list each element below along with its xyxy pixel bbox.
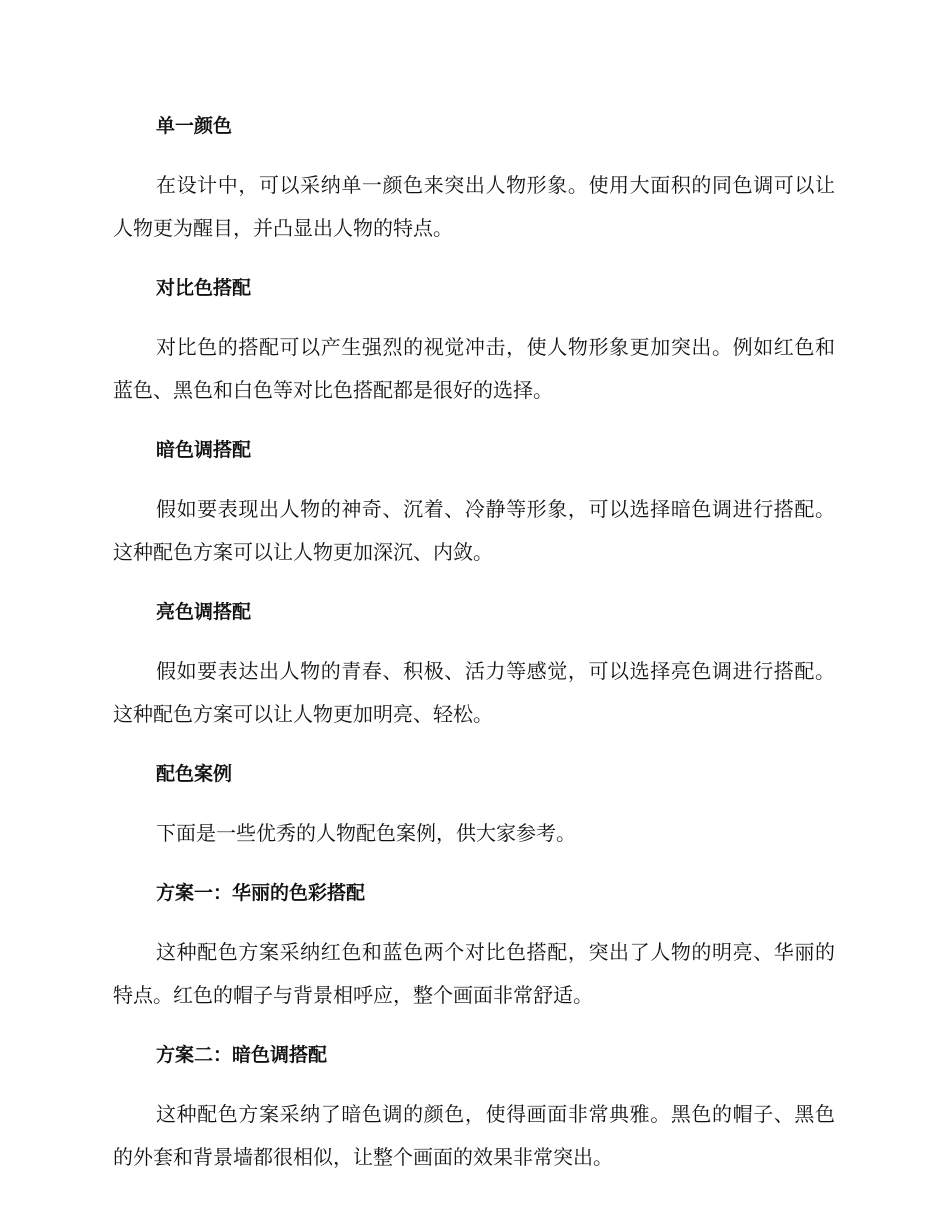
section-heading-single-color: 单一颜色 xyxy=(156,115,233,137)
section-text-plan-two: 这种配色方案采纳了暗色调的颜色，使得画面非常典雅。黑色的帽子、黑色的外套和背景墙都很相似，让整个画面的效果非常突出。 xyxy=(113,1102,835,1169)
section-heading-bright-tone: 亮色调搭配 xyxy=(156,601,252,623)
section-text-plan-one: 这种配色方案采纳红色和蓝色两个对比色搭配，突出了人物的明亮、华丽的特点。红色的帽子与背景相呼应，整个画面非常舒适。 xyxy=(113,940,835,1007)
section-heading-plan-two: 方案二：暗色调搭配 xyxy=(156,1044,328,1066)
document-page xyxy=(113,108,835,1199)
section-heading-color-cases: 配色案例 xyxy=(156,763,233,785)
section-text-bright-tone: 假如要表达出人物的青春、积极、活力等感觉，可以选择亮色调进行搭配。这种配色方案可以让人物更加明亮、轻松。 xyxy=(113,659,835,726)
section-text-single-color: 在设计中，可以采纳单一颜色来突出人物形象。使用大面积的同色调可以让人物更为醒目，并凸显出人物的特点。 xyxy=(113,173,835,240)
section-heading-dark-tone: 暗色调搭配 xyxy=(156,439,252,461)
section-text-dark-tone: 假如要表现出人物的神奇、沉着、冷静等形象，可以选择暗色调进行搭配。这种配色方案可以让人物更加深沉、内敛。 xyxy=(113,497,835,564)
section-heading-plan-one: 方案一：华丽的色彩搭配 xyxy=(156,882,366,904)
section-heading-contrast: 对比色搭配 xyxy=(156,277,252,299)
section-text-contrast: 对比色的搭配可以产生强烈的视觉冲击，使人物形象更加突出。例如红色和蓝色、黑色和白色等对比色搭配都是很好的选择。 xyxy=(113,335,835,402)
section-text-color-cases: 下面是一些优秀的人物配色案例，供大家参考。 xyxy=(156,821,576,845)
